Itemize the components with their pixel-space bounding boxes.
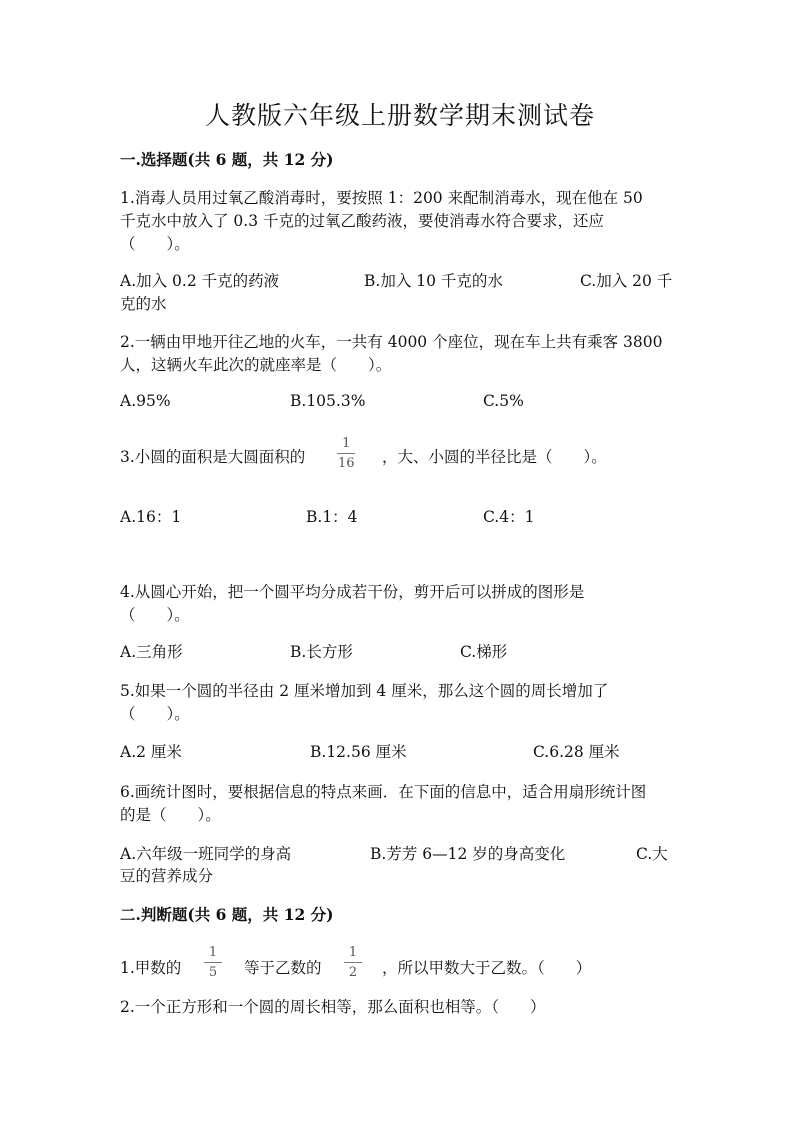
- question-2-line-2: 人，这辆火车此次的就座率是（ ）。: [120, 356, 392, 374]
- question-6-option-c: C.大: [636, 845, 668, 863]
- question-6-option-a: A.六年级一班同学的身高: [120, 845, 292, 863]
- question-3-suffix: ，大、小圆的半径比是（ ）。: [382, 448, 607, 466]
- fraction-numerator: 1: [342, 436, 351, 451]
- question-6-option-b: B.芳芳 6—12 岁的身高变化: [370, 845, 566, 863]
- question-4-option-c: C.梯形: [460, 643, 508, 661]
- section-heading-choice: 一.选择题(共 6 题，共 12 分): [120, 150, 334, 169]
- question-2-option-b: B.105.3%: [290, 392, 366, 410]
- fraction-bar: [337, 453, 355, 454]
- page-title: 人教版六年级上册数学期末测试卷: [204, 101, 595, 130]
- question-4-line-2: （ ）。: [120, 606, 190, 624]
- question-1-option-c-wrap: 克的水: [120, 295, 167, 313]
- judgment-1-prefix: 1.甲数的: [120, 959, 182, 977]
- question-5-option-a: A.2 厘米: [120, 743, 182, 761]
- fraction-denominator: 5: [208, 965, 218, 980]
- fraction-one-sixteenth: [336, 437, 357, 470]
- question-1-option-a: A.加入 0.2 千克的药液: [120, 272, 280, 290]
- judgment-1-middle: 等于乙数的: [244, 959, 322, 977]
- question-6-line-2: 的是（ ）。: [120, 806, 221, 824]
- question-1-line-2: 千克水中放入了 0.3 千克的过氧乙酸药液，要使消毒水符合要求，还应: [120, 212, 605, 230]
- fraction-numerator: 1: [208, 945, 218, 960]
- question-5-option-b: B.12.56 厘米: [310, 743, 407, 761]
- fraction-numerator: 1: [348, 945, 358, 960]
- question-1-line-3: （ ）。: [120, 235, 190, 253]
- question-6-option-c-wrap: 豆的营养成分: [120, 867, 214, 885]
- fraction-bar: [204, 962, 222, 963]
- fraction-bar: [344, 962, 362, 963]
- question-3-option-b: B.1：4: [306, 508, 358, 526]
- question-2-line-1: 2.一辆由甲地开往乙地的火车，一共有 4000 个座位，现在车上共有乘客 3800: [120, 333, 663, 351]
- judgment-1-suffix: ，所以甲数大于乙数。（ ）: [382, 959, 592, 977]
- question-1-option-b: B.加入 10 千克的水: [364, 272, 503, 290]
- question-5-line-2: （ ）。: [120, 705, 190, 723]
- judgment-2-line-1: 2.一个正方形和一个圆的周长相等，那么面积也相等。（ ）: [120, 998, 546, 1016]
- question-5-option-c: C.6.28 厘米: [533, 743, 620, 761]
- question-3-prefix: 3.小圆的面积是大圆面积的: [120, 448, 306, 466]
- question-1-line-1: 1.消毒人员用过氧乙酸消毒时，要按照 1：200 来配制消毒水，现在他在 50: [120, 189, 643, 207]
- question-4-option-b: B.长方形: [290, 643, 353, 661]
- question-6-line-1: 6.画统计图时，要根据信息的特点来画．在下面的信息中，适合用扇形统计图: [120, 783, 647, 801]
- question-4-option-a: A.三角形: [120, 643, 183, 661]
- question-1-option-c: C.加入 20 千: [580, 272, 673, 290]
- fraction-one-half: [344, 946, 362, 979]
- question-2-option-a: A.95%: [120, 392, 171, 410]
- question-2-option-c: C.5%: [483, 392, 524, 410]
- fraction-one-fifth: [204, 946, 222, 979]
- section-heading-judgment: 二.判断题(共 6 题，共 12 分): [120, 905, 334, 924]
- question-3-option-a: A.16：1: [120, 508, 182, 526]
- fraction-denominator: 16: [338, 456, 355, 471]
- question-5-line-1: 5.如果一个圆的半径由 2 厘米增加到 4 厘米，那么这个圆的周长增加了: [120, 682, 609, 700]
- fraction-denominator: 2: [348, 965, 358, 980]
- question-3-option-c: C.4：1: [483, 508, 535, 526]
- question-4-line-1: 4.从圆心开始，把一个圆平均分成若干份，剪开后可以拼成的图形是: [120, 583, 585, 601]
